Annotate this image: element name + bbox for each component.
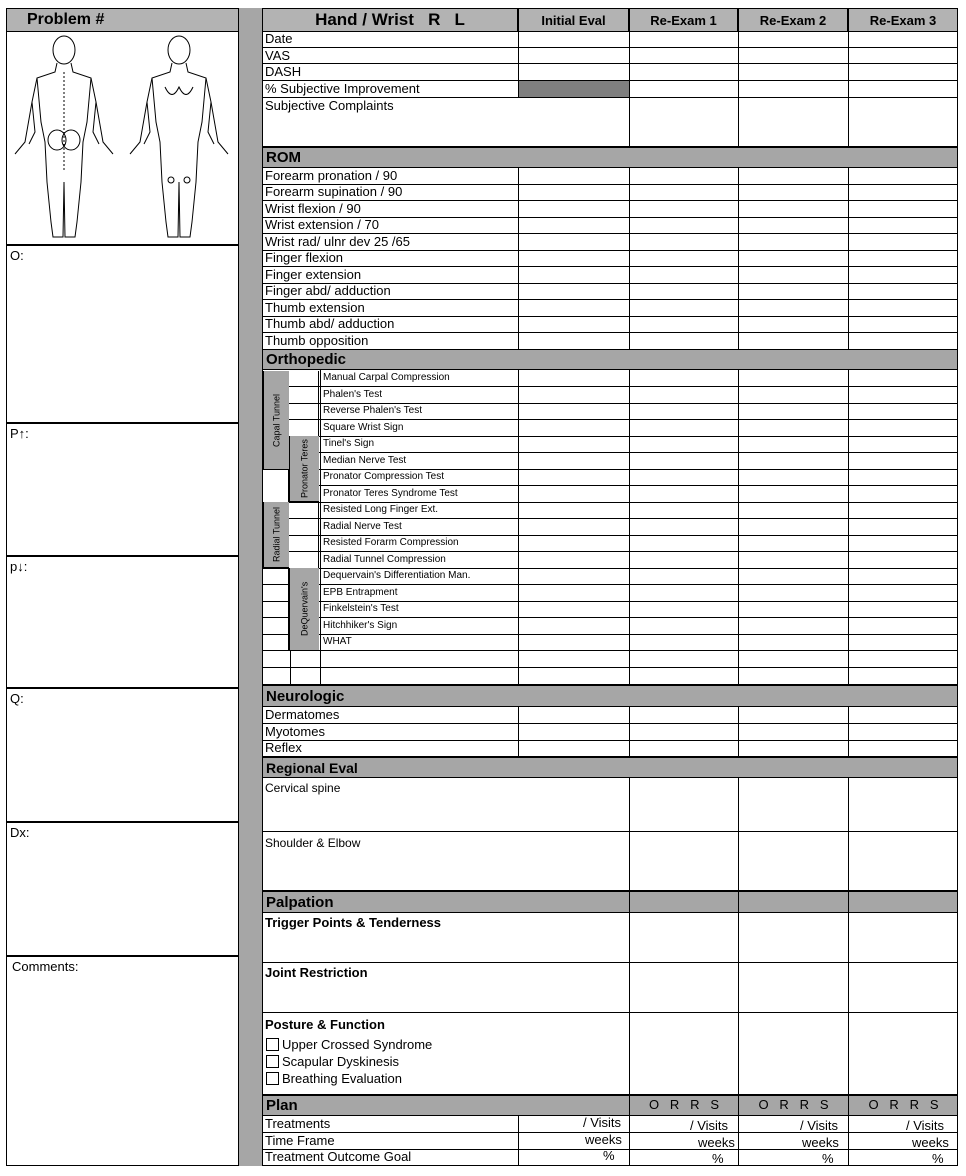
ortho-blank-row[interactable]	[262, 651, 958, 668]
dx-box[interactable]: Dx:	[6, 822, 239, 956]
rom-row[interactable]: Forearm pronation / 90	[262, 168, 958, 185]
rom-row[interactable]: Forearm supination / 90	[262, 184, 958, 201]
rom-row[interactable]: Wrist flexion / 90	[262, 201, 958, 218]
ortho-test-row[interactable]: WHAT	[262, 634, 958, 651]
ortho-test-row[interactable]: Square Wrist Sign	[262, 420, 958, 437]
checkbox-upper-crossed[interactable]: Upper Crossed Syndrome	[266, 1036, 432, 1053]
ortho-test-row[interactable]: EPB Entrapment	[262, 585, 958, 602]
table-row[interactable]: DASH	[262, 64, 958, 81]
regional-row[interactable]: Cervical spine	[262, 778, 958, 832]
rom-row[interactable]: Thumb opposition	[262, 333, 958, 350]
table-row[interactable]: Date	[262, 31, 958, 48]
ortho-test-row[interactable]: Hitchhiker's Sign	[262, 618, 958, 635]
plan-section: Plan O R R S O R R S O R R S	[262, 1095, 958, 1116]
rom-row[interactable]: Wrist extension / 70	[262, 217, 958, 234]
ortho-blank-row[interactable]	[262, 668, 958, 685]
ortho-test-row[interactable]: Median Nerve Test	[262, 453, 958, 470]
checkbox-icon[interactable]	[266, 1055, 279, 1068]
ortho-test-row[interactable]: Finkelstein's Test	[262, 601, 958, 618]
regional-section: Regional Eval	[262, 757, 958, 778]
checkbox-icon[interactable]	[266, 1072, 279, 1085]
rom-row[interactable]: Finger flexion	[262, 250, 958, 267]
rom-section: ROM	[262, 147, 958, 168]
body-diagram	[6, 31, 239, 245]
ortho-test-row[interactable]: Manual Carpal Compression	[262, 370, 958, 387]
ortho-test-row[interactable]: Resisted Long Finger Ext.	[262, 502, 958, 519]
p-up-box[interactable]: P↑:	[6, 423, 239, 556]
regional-row[interactable]: Shoulder & Elbow	[262, 832, 958, 891]
problem-header: Problem #	[6, 8, 239, 32]
ortho-test-row[interactable]: Dequervain's Differentiation Man.	[262, 568, 958, 585]
neurologic-section: Neurologic	[262, 685, 958, 707]
q-box[interactable]: Q:	[6, 688, 239, 822]
trigger-points-row[interactable]: Trigger Points & Tenderness	[262, 913, 958, 963]
neuro-row[interactable]: Reflex	[262, 740, 958, 757]
col-re-exam-2: Re-Exam 2	[738, 8, 848, 32]
plan-row[interactable]: Treatment Outcome Goal % % % %	[265, 1148, 944, 1166]
neuro-row[interactable]: Myotomes	[262, 724, 958, 741]
checkbox-breathing[interactable]: Breathing Evaluation	[266, 1070, 432, 1087]
rom-row[interactable]: Wrist rad/ ulnr dev 25 /65	[262, 234, 958, 251]
orthopedic-section: Orthopedic	[262, 349, 958, 370]
plan-row[interactable]: Time Frame weeks weeks weeks weeks	[262, 1133, 958, 1150]
body-chart-icon	[7, 32, 238, 244]
o-box[interactable]: O:	[6, 245, 239, 423]
rom-row[interactable]: Thumb abd/ adduction	[262, 316, 958, 333]
group-radial-tunnel: Radial Tunnel	[263, 502, 289, 568]
subjective-row[interactable]: Subjective Complaints	[262, 98, 958, 147]
neuro-row[interactable]: Dermatomes	[262, 707, 958, 724]
ortho-test-row[interactable]: Radial Nerve Test	[262, 519, 958, 536]
ortho-test-row[interactable]: Reverse Phalen's Test	[262, 403, 958, 420]
rom-row[interactable]: Thumb extension	[262, 300, 958, 317]
ortho-test-row[interactable]: Pronator Compression Test	[262, 469, 958, 486]
group-pronator-teres: Pronator Teres	[289, 436, 319, 502]
rom-row[interactable]: Finger abd/ adduction	[262, 283, 958, 300]
checkbox-scapular[interactable]: Scapular Dyskinesis	[266, 1053, 432, 1070]
table-row[interactable]: % Subjective Improvement	[262, 81, 958, 98]
posture-row: Posture & Function Upper Crossed Syndrome Scapular Dyskinesis Breathing Evaluation	[262, 1013, 958, 1095]
comments-box[interactable]: Comments:	[6, 956, 239, 1166]
table-row[interactable]: VAS	[262, 48, 958, 64]
col-re-exam-3: Re-Exam 3	[848, 8, 958, 32]
joint-restriction-row[interactable]: Joint Restriction	[262, 963, 958, 1013]
col-re-exam-1: Re-Exam 1	[629, 8, 738, 32]
rom-row[interactable]: Finger extension	[262, 267, 958, 284]
ortho-test-row[interactable]: Radial Tunnel Compression	[262, 552, 958, 569]
group-dequervains: DeQuervain's	[289, 568, 319, 651]
ortho-test-row[interactable]: Resisted Forarm Compression	[262, 535, 958, 552]
checkbox-icon[interactable]	[266, 1038, 279, 1051]
palpation-section: Palpation	[262, 891, 958, 913]
ortho-test-row[interactable]: Tinel's Sign	[262, 436, 958, 453]
group-carpal-tunnel: Capal Tunnel	[263, 371, 289, 469]
divider-bar	[239, 8, 262, 1166]
ortho-test-row[interactable]: Phalen's Test	[262, 387, 958, 404]
ortho-test-row[interactable]: Pronator Teres Syndrome Test	[262, 486, 958, 503]
col-initial-eval: Initial Eval	[518, 8, 629, 32]
plan-row[interactable]: Treatments / Visits / Visits / Visits / Visits	[262, 1116, 958, 1133]
title-header: Hand / Wrist R L	[262, 8, 518, 32]
p-down-box[interactable]: p↓:	[6, 556, 239, 688]
